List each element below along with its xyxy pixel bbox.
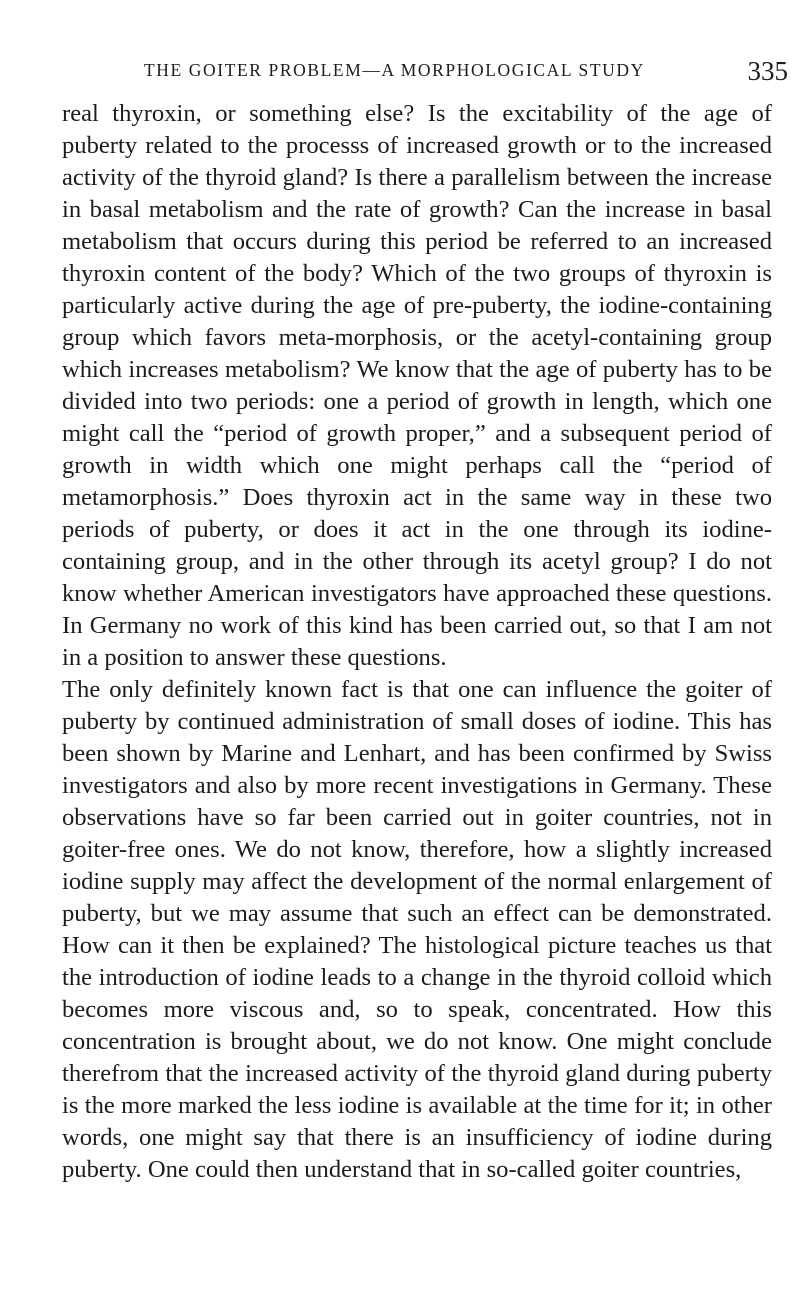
body-text xyxy=(62,98,772,1186)
paragraph: real thyroxin, or something else? Is the excitability of the age of puberty related to the processs of increased growth or to the increased activity of the thyroid gland? Is there a parallelism between the increase in basal metabolism and the rate of growth? Can the increase in basal metabolism that occurs during this period be referred to an increased thyroxin content of the body? Which of the two groups of thyroxin is particularly active during the age of pre-puberty, the iodine-containing group which favors meta-morphosis, or the acetyl-containing group which increases metabolism? We know that the age of puberty has to be divided into two periods: one a period of growth in length, which one might call the “period of growth proper,” and a subsequent period of growth in width which one might perhaps call the “period of metamorphosis.” Does thyroxin act in the same way in these two periods of puberty, or does it act in the one through its iodine-containing group, and in the other through its acetyl group? I do not know whether American investigators have approached these questions. In Germany no work of this kind has been carried out, so that I am not in a position to answer these questions. xyxy=(62,100,772,671)
running-title: THE GOITER PROBLEM—A MORPHOLOGICAL STUDY xyxy=(144,60,645,80)
page-number: 335 xyxy=(747,56,788,86)
running-head xyxy=(60,56,788,88)
paragraph: The only definitely known fact is that one can influence the goiter of puberty by continued administration of small doses of iodine. This has been shown by Marine and Lenhart, and has been confirmed by Swiss investigators and also by more recent investigations in Germany. These observations have so far been carried out in goiter countries, not in goiter-free ones. We do not know, therefore, how a slightly increased iodine supply may affect the development of the normal enlargement of puberty, but we may assume that such an effect can be demonstrated. How can it then be explained? The histological picture teaches us that the introduction of iodine leads to a change in the thyroid colloid which becomes more viscous and, so to speak, concentrated. How this concentration is brought about, we do not know. One might conclude therefrom that the increased activity of the thyroid gland during puberty is the more marked the less iodine is available at the time for it; in other words, one might say that there is an insufficiency of iodine during puberty. One could then understand that in so-called goiter countries, xyxy=(62,676,772,1183)
